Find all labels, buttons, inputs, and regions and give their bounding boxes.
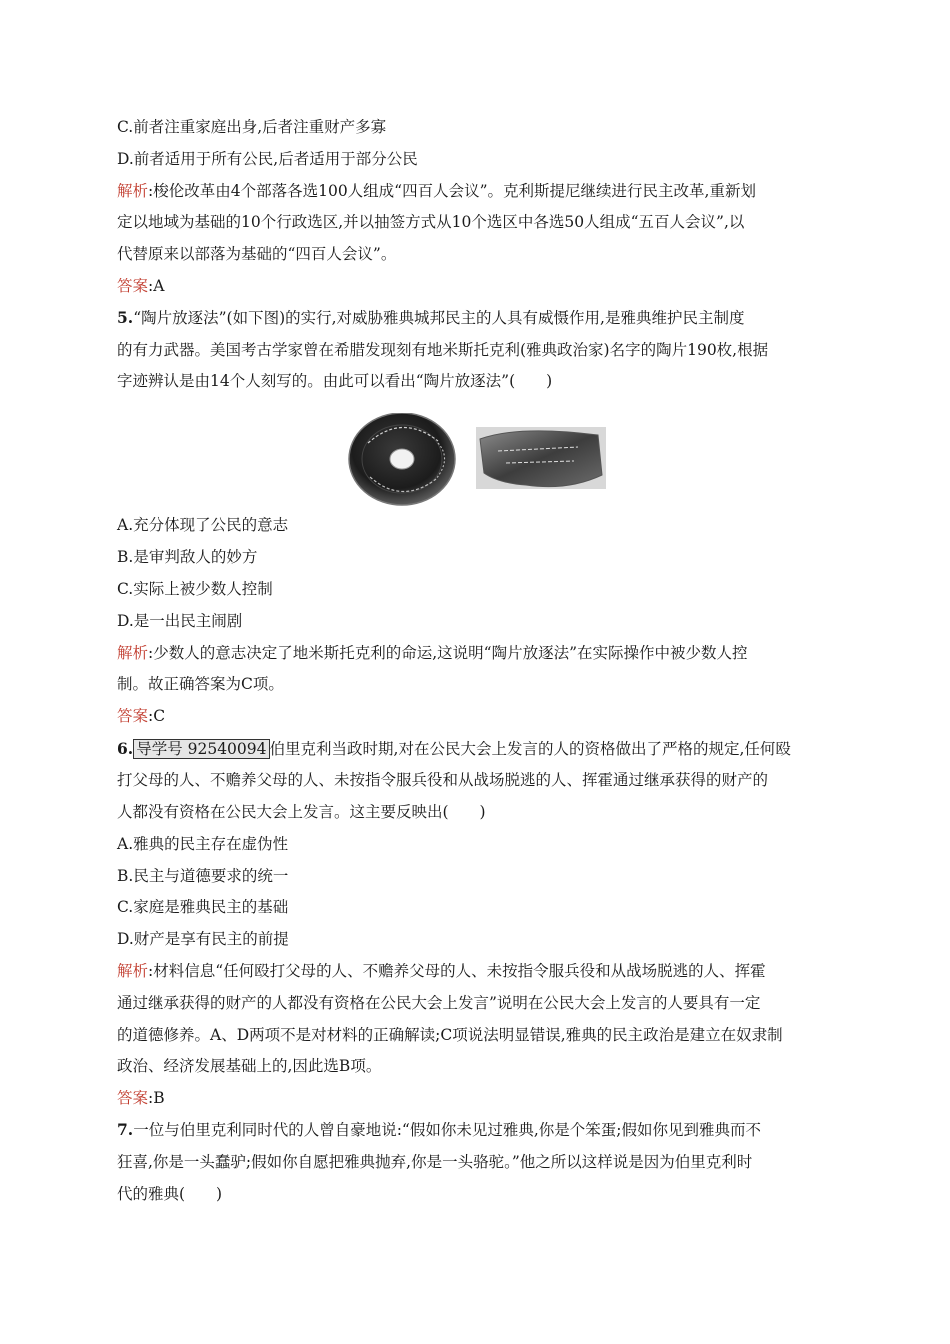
option-d-q6: D.财产是享有民主的前提: [117, 930, 289, 948]
option-c-q4: C.前者注重家庭出身,后者注重财产多寡: [117, 118, 387, 136]
option-d-q4: D.前者适用于所有公民,后者适用于部分公民: [117, 150, 418, 168]
answer-q6: [117, 1088, 165, 1108]
question-text: 一位与伯里克利同时代的人曾自豪地说:“假如你未见过雅典,你是个笨蛋;假如你见到雅典而不: [133, 1121, 761, 1139]
analysis-text: :材料信息“任何殴打父母的人、不赡养父母的人、未按指令服兵役和从战场脱逃的人、挥霍: [148, 962, 766, 980]
question-7-line2: 狂喜,你是一头蠢驴;假如你自愿把雅典抛弃,你是一头骆驼。”他之所以这样说是因为伯里克利时: [117, 1153, 753, 1171]
option-b-q5: B.是审判敌人的妙方: [117, 548, 258, 566]
ostraka-photo: [348, 413, 608, 508]
analysis-text: :梭伦改革由4个部落各选100人组成“四百人会议”。克利斯提尼继续进行民主改革,重新划: [148, 182, 756, 200]
question-7-line1: [117, 1120, 761, 1140]
option-a-q6: A.雅典的民主存在虚伪性: [117, 835, 289, 853]
shard-ostrakon: [476, 427, 606, 489]
analysis-label: 解析: [117, 644, 149, 662]
option-c-q6: C.家庭是雅典民主的基础: [117, 898, 289, 916]
question-6-line3: 人都没有资格在公民大会上发言。这主要反映出( ): [117, 803, 486, 821]
option-d-q5: D.是一出民主闹剧: [117, 612, 243, 630]
option-c-q5: C.实际上被少数人控制: [117, 580, 273, 598]
question-number: 7.: [117, 1120, 134, 1139]
answer-value: :B: [148, 1089, 165, 1107]
analysis-q6-line1: [117, 961, 766, 981]
question-text: “陶片放逐法”(如下图)的实行,对威胁雅典城邦民主的人具有威慑作用,是雅典维护民主制度: [133, 309, 745, 327]
answer-label: 答案: [117, 1089, 149, 1107]
analysis-q4-line2: 定以地域为基础的10个行政选区,并以抽签方式从10个选区中各选50人组成“五百人会议”,以: [117, 213, 745, 231]
question-5-line3: 字迹辨认是由14个人刻写的。由此可以看出“陶片放逐法”( ): [117, 372, 553, 390]
answer-q5: [117, 706, 165, 726]
analysis-q5-line1: [117, 643, 748, 663]
disc-ostrakon: [349, 413, 455, 505]
question-5-line1: [117, 308, 745, 328]
answer-label: 答案: [117, 707, 149, 725]
analysis-q6-line4: 政治、经济发展基础上的,因此选B项。: [117, 1057, 382, 1075]
guide-number-box[interactable]: 导学号 92540094: [133, 739, 269, 759]
analysis-q4-line3: 代替原来以部落为基础的“四百人会议”。: [117, 245, 397, 263]
option-a-q5: A.充分体现了公民的意志: [117, 516, 289, 534]
answer-label: 答案: [117, 277, 149, 295]
question-number: 5.: [117, 308, 134, 327]
question-6-line2: 打父母的人、不赡养父母的人、未按指令服兵役和从战场脱逃的人、挥霍通过继承获得的财产的: [117, 771, 769, 789]
analysis-q4-line1: [117, 181, 756, 201]
answer-q4: [117, 276, 164, 296]
analysis-q6-line3: 的道德修养。A、D两项不是对材料的正确解读;C项说法明显错误,雅典的民主政治是建立在奴隶制: [117, 1026, 783, 1044]
analysis-q6-line2: 通过继承获得的财产的人都没有资格在公民大会上发言”说明在公民大会上发言的人要具有一定: [117, 994, 761, 1012]
answer-value: :A: [148, 277, 165, 295]
answer-value: :C: [148, 707, 166, 725]
question-7-line3: 代的雅典( ): [117, 1185, 223, 1203]
question-text: 伯里克利当政时期,对在公民大会上发言的人的资格做出了严格的规定,任何殴: [269, 740, 791, 758]
analysis-label: 解析: [117, 962, 149, 980]
question-5-line2: 的有力武器。美国考古学家曾在希腊发现刻有地米斯托克利(雅典政治家)名字的陶片190枚,根据: [117, 341, 769, 359]
question-6-line1: [117, 739, 791, 759]
analysis-label: 解析: [117, 182, 149, 200]
analysis-q5-line2: 制。故正确答案为C项。: [117, 675, 284, 693]
analysis-text: :少数人的意志决定了地米斯托克利的命运,这说明“陶片放逐法”在实际操作中被少数人控: [148, 644, 748, 662]
question-number: 6.: [117, 739, 134, 758]
ostraka-figure: [348, 413, 608, 508]
option-b-q6: B.民主与道德要求的统一: [117, 867, 289, 885]
